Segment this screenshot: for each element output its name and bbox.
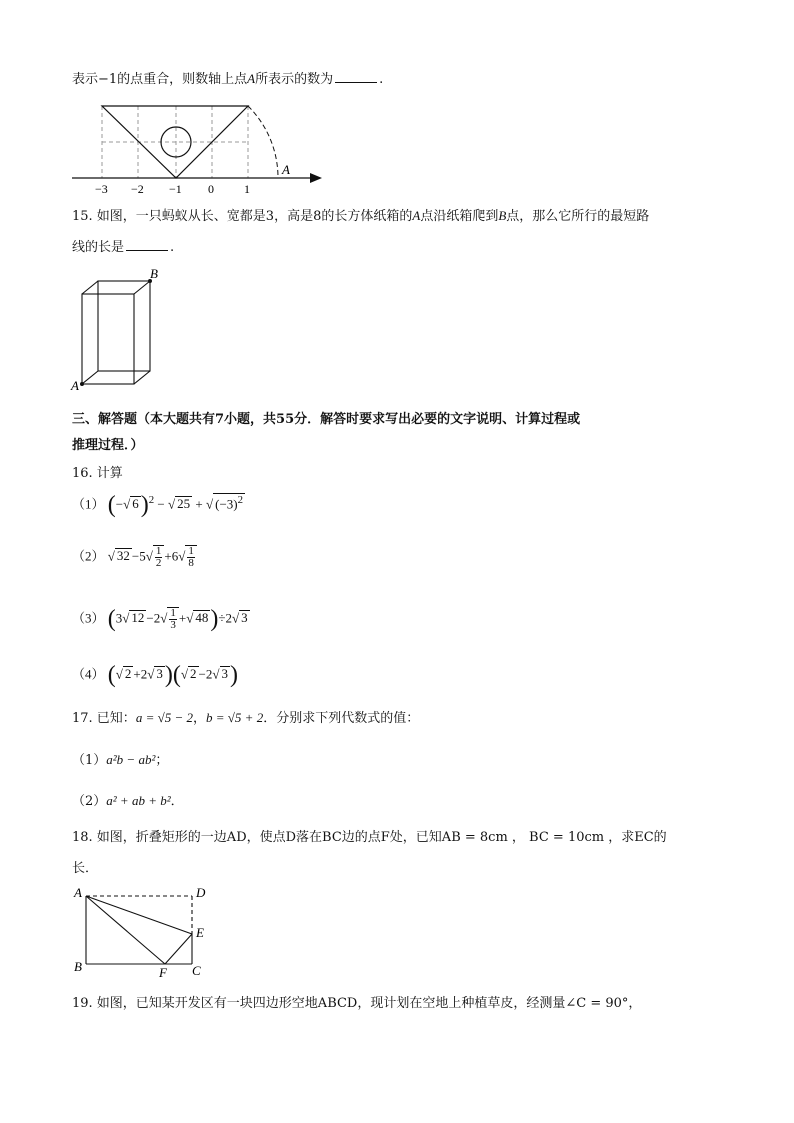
q14-tail-line [72,68,383,87]
e1-neg3: (−3) [215,496,238,512]
rect-label-b: B [74,959,82,974]
q15-text-3: 点，那么它所行的最短路 [506,209,650,224]
dashed-arc [248,106,278,178]
q16-item-1: （1） (−√ 6)$^2$ − √ 25 + √ $(-3)^2$ [72,492,244,518]
numberline-point-a: A [282,162,290,177]
e1-rad-outer [213,493,245,510]
q17-p1-no: （1） [72,753,107,768]
q14-end-punct: . [379,72,384,87]
rect-label-c: C [192,963,201,978]
q16-item-3: （3） (3√ 12 −2√ $\frac{1}{3}$ +√ 48)÷2√ 3 [72,606,248,632]
e1-minus: − [115,496,124,512]
open-paren: ( [107,662,116,688]
q15-answer-blank[interactable] [126,238,168,251]
tick-label-neg1: −1 [169,182,182,196]
q17-tail: ．分别求下列代数式的值： [263,711,420,726]
e2-num1b: 1 [188,545,194,557]
e2-plus6: +6 [164,548,179,564]
e1-rad6: 6 [132,496,139,512]
e3-num1: 1 [170,607,176,619]
e1-minus2: − [157,496,165,512]
section3-heading-line1: 三、解答题（本大题共有7小题，共55分．解答时要求写出必要的文字说明、计算过程或 [72,412,581,427]
rect-label-f: F [159,965,167,980]
e3-div2: ÷2 [218,610,233,626]
e3-rad48: 48 [195,610,209,626]
e2-rad-eighth [185,545,197,569]
q19-line1: 19. 如图，已知某开发区有一块四边形空地ABCD，现计划在空地上种植草皮，经测量∠C = 90°， [72,996,642,1011]
q17-p2-end: ． [170,794,184,809]
tick-label-1: 1 [244,182,250,196]
e3-rad-third [167,607,179,631]
q15-text-4: 线的长是 [72,240,125,255]
close-paren-2: ) [230,662,239,688]
box-label-a: A [71,378,79,393]
q17-a-def: a = √5 − 2 [135,710,193,725]
q15-line2 [72,236,174,255]
tick-label-neg3: −3 [95,182,108,196]
open-paren: ( [107,492,116,518]
q15-point-a: A [412,208,421,223]
q16-item2-no: （2） [72,548,105,564]
q17-line [72,707,419,726]
q16-item4-no: （4） [72,666,105,682]
q15-text-1: 15. 如图，一只蚂蚁从长、宽都是3，高是8的长方体纸箱的 [72,209,413,224]
q14-text-before: 表示−1的点重合，则数轴上点 [72,72,248,87]
q17-p2-no: （2） [72,794,107,809]
e2-minus5: −5 [131,548,146,564]
q16-item-2: （2） √ 32 −5√ $\frac{1}{2}$ +6√ $\frac{1}{8}$ [72,545,197,569]
e3-rad12: 12 [131,610,145,626]
e4-rad2b: 2 [190,666,197,682]
rectangle-fold-figure [70,884,220,979]
q15-end-punct: . [170,240,175,255]
tick-label-0: 0 [208,182,214,196]
box-point-a-dot [80,382,84,386]
e2-den2: 2 [155,557,162,569]
e2-den8: 8 [188,557,194,569]
q14-text-after: 所表示的数为 [255,72,334,87]
close-paren: ) [210,606,219,632]
q17-b-def: b = √5 + 2 [206,710,264,725]
q17-p1-end: ； [155,753,169,768]
axis-arrow-icon [310,173,322,183]
q18-line2: 长． [72,861,99,876]
e4-rad3b: 3 [221,666,229,682]
q14-answer-blank[interactable] [335,70,377,83]
q17-part1 [72,749,168,768]
e3-rad3: 3 [241,610,248,626]
numberline-grid [102,106,248,178]
numberline-figure [70,96,330,196]
q17-sep: ， [193,711,207,726]
e3-den3: 3 [170,619,176,631]
e3-minus2: −2 [146,610,161,626]
e1-exp2: 2 [237,494,244,507]
q16-item1-no: （1） [72,496,105,512]
q15-point-b: B [498,208,507,223]
q17-lead: 17. 已知： [72,711,136,726]
segment-af [86,896,165,964]
open-paren: ( [107,606,116,632]
q17-p2-expr: a² + ab + b² [106,793,171,808]
e4-rad3: 3 [156,666,163,682]
q15-line1 [72,205,649,224]
e3-plus: + [178,610,187,626]
e4-plus2: +2 [133,666,148,682]
section3-heading-line2: 推理过程．） [72,438,144,453]
e1-rad25: 25 [177,496,191,512]
q18-line1: 18. 如图，折叠矩形的一边AD，使点D落在BC边的点F处，已知AB = 8cm ， BC = 10cm ，求EC的 [72,830,667,845]
e1-exp: 2 [148,494,155,507]
open-paren-2: ( [172,662,181,688]
close-paren: ) [164,662,173,688]
e4-minus2: −2 [198,666,213,682]
rect-label-d: D [196,885,206,900]
segment-fe [165,934,192,964]
rect-label-e: E [196,925,204,940]
q14-point-label: A [247,71,256,86]
q15-text-2: 点沿纸箱爬到 [420,209,499,224]
q16-title: 16. 计算 [72,466,123,481]
box-figure [70,266,170,391]
rect-label-a: A [74,885,82,900]
close-paren: ) [140,492,149,518]
e2-num1: 1 [155,545,162,557]
e2-rad32: 32 [116,548,130,564]
e1-plus: + [195,496,203,512]
q17-part2 [72,790,184,809]
box-label-b: B [150,266,158,281]
e2-rad-half [153,545,165,569]
e3-coef3: 3 [115,610,123,626]
segment-ae [86,896,192,934]
tick-label-neg2: −2 [131,182,144,196]
q16-item-4: （4） (√ 2 +2√ 3)(√ 2 −2√ 3) [72,662,239,688]
q17-p1-expr: a²b − ab² [106,752,156,767]
q16-item3-no: （3） [72,610,105,626]
e4-rad2: 2 [124,666,132,682]
